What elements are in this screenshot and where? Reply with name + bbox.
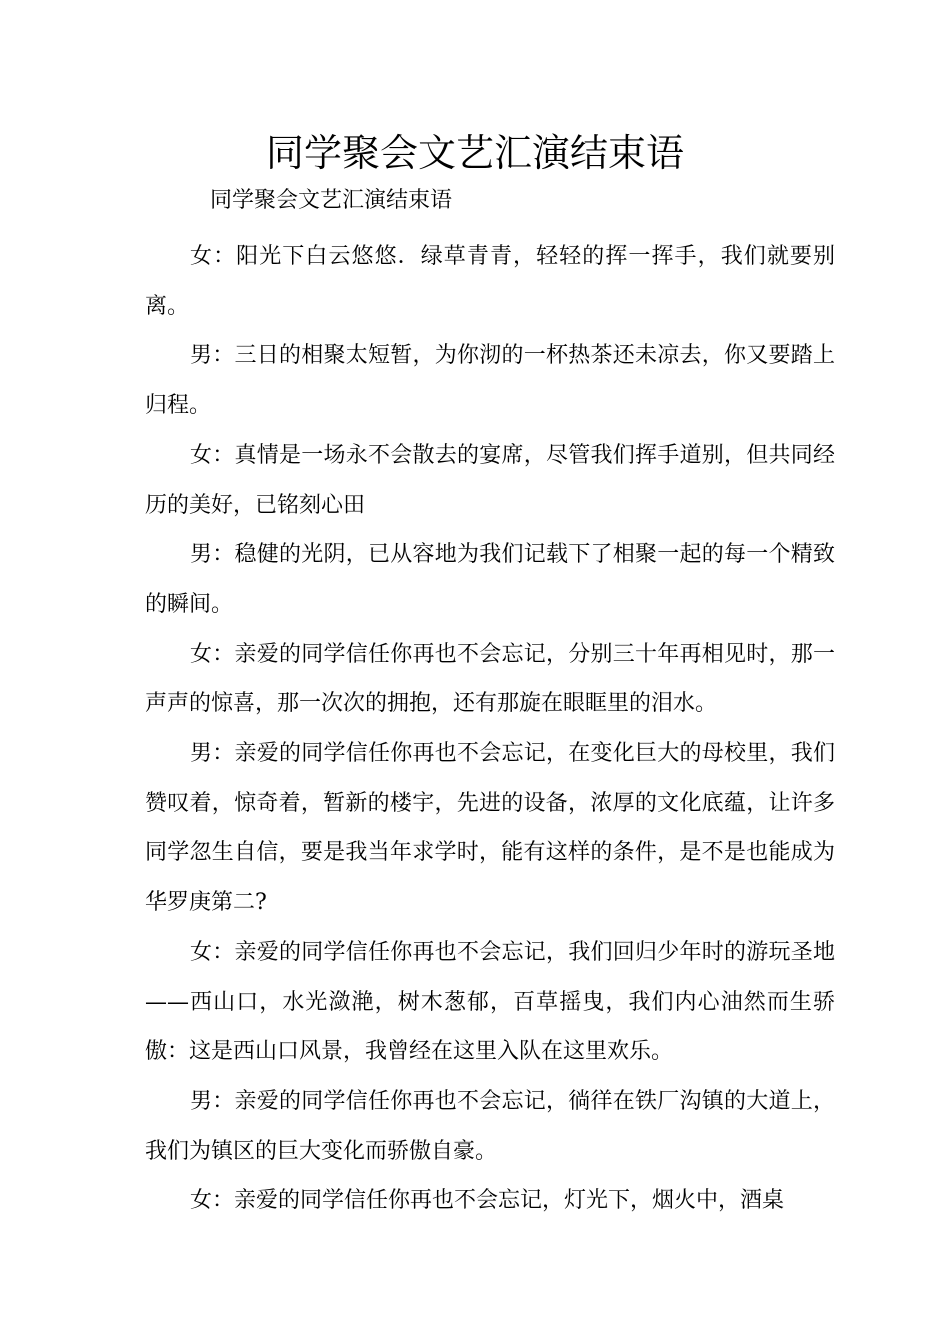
paragraph: 男：亲爱的同学信任你再也不会忘记，徜徉在铁厂沟镇的大道上，我们为镇区的巨大变化而骄傲自豪。 [145,1088,835,1164]
document-subtitle: 同学聚会文艺汇演结束语 [210,188,453,213]
paragraph: 女：亲爱的同学信任你再也不会忘记，我们回归少年时的游玩圣地——西山口，水光潋滟，树木葱郁，百草摇曳，我们内心油然而生骄傲：这是西山口风景，我曾经在这里入队在这里欢乐。 [145,939,835,1065]
paragraph: 男：三日的相聚太短暂，为你沏的一杯热茶还未凉去，你又要踏上归程。 [145,343,835,419]
document-title: 同学聚会文艺汇演结束语 [265,131,684,175]
paragraph: 女：亲爱的同学信任你再也不会忘记，灯光下，烟火中，酒桌 [190,1188,785,1214]
paragraph: 女：真情是一场永不会散去的宴席，尽管我们挥手道别，但共同经历的美好，已铭刻心田 [145,442,835,518]
paragraph: 女：阳光下白云悠悠．绿草青青，轻轻的挥一挥手，我们就要别离。 [145,244,835,319]
paragraph: 男：亲爱的同学信任你再也不会忘记，在变化巨大的母校里，我们赞叹着，惊奇着，暂新的楼宇，先进的设备，浓厚的文化底蕴，让许多同学忽生自信，要是我当年求学时，能有这样的条件，是不是也能成为华罗庚第二? [145,741,835,916]
document-body [145,232,835,1226]
paragraph: 男：稳健的光阴，已从容地为我们记载下了相聚一起的每一个精致的瞬间。 [145,542,835,617]
paragraph: 女：亲爱的同学信任你再也不会忘记，分别三十年再相见时，那一声声的惊喜，那一次次的拥抱，还有那旋在眼眶里的泪水。 [145,641,835,717]
